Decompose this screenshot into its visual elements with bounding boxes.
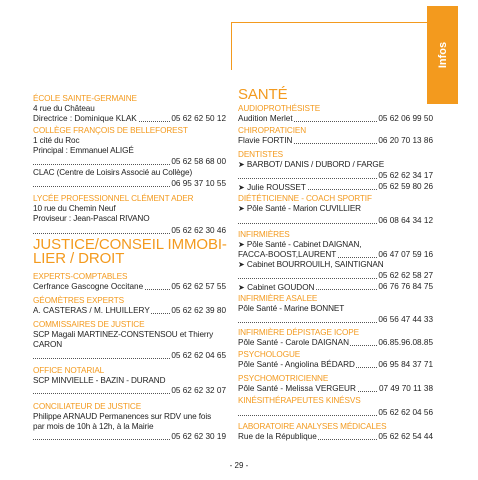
infirmieres-line1: ➤ Pôle Santé - Cabinet DAIGNAN, [238,240,362,249]
section-heading-kine: KINÉSITHÉRAPEUTES KINÉSVS [238,396,361,405]
page-number: - 29 - [229,461,249,470]
section-heading-icope: INFIRMIÈRE DÉPISTAGE ICOPE [238,328,359,337]
lycee-phone-entry: 05 62 62 30 46 [33,226,226,236]
infirmieres-line3: ➤ Cabinet BOURROUILH, SAINTIGNAN [238,260,384,269]
dentistes-line1: ➤ BARBOT/ DANIS / DUBORD / FARGE [238,160,385,169]
section-heading-geometres: GÉOMÈTRES EXPERTS [33,296,124,305]
section-heading-notarial: OFFICE NOTARIAL [33,366,105,375]
section-heading-lycee: LYCÉE PROFESSIONNEL CLÉMENT ADER [33,194,194,203]
audio-entry: Audition Merlet 05 62 06 99 50 [238,114,433,123]
section-heading-dentistes: DENTISTES [238,150,284,159]
chiro-entry: Flavie FORTIN 06 20 70 13 86 [238,136,433,145]
dentistes-rousset-entry: ➤ Julie ROUSSET 05 62 59 80 26 [238,182,433,192]
section-heading-labo: LABORATOIRE ANALYSES MÉDICALES [238,422,387,431]
section-heading-college: COLLÈGE FRANÇOIS DE BELLEFOREST [33,126,188,135]
infirmieres-phone3-entry: 05 62 62 58 27 [238,271,433,281]
clac-label: CLAC (Centre de Loisirs Associé au Collège) [33,168,193,177]
college-principal: Principal : Emmanuel ALIGÉ [33,146,134,155]
ecole-director-entry: Directrice : Dominique KLAK 05 62 62 50 12 [33,114,226,123]
infirmieres-facca-entry: FACCA-BOOST,LAURENT 06 47 07 59 16 [238,250,433,259]
ecole-address: 4 rue du Château [33,104,95,113]
notarial-phone-entry: 05 62 62 32 07 [33,386,226,396]
labo-entry: Rue de la République 05 62 62 54 44 [238,432,433,441]
infos-tab [427,6,458,104]
justice-title-line2: LIER / DROIT [33,250,125,267]
section-heading-psychologue: PSYCHOLOGUE [238,350,301,359]
dieteticienne-phone-entry: 06 08 64 34 12 [238,216,433,226]
geometres-entry: A. CASTERAS / M. LHUILLERY 05 62 62 39 80 [33,306,226,315]
psychomotricienne-entry: Pôle Santé - Melissa VERGEUR 07 49 70 11 38 [238,384,433,393]
section-heading-psychomotricienne: PSYCHOMOTRICIENNE [238,374,329,383]
lycee-proviseur: Proviseur : Jean-Pascal RIVANO [33,214,150,223]
commissaires-line1: SCP Magali MARTINEZ-CONSTENSOU et Thierry [33,330,214,339]
section-heading-experts: EXPERTS-COMPTABLES [33,272,128,281]
section-heading-conciliateur: CONCILIATEUR DE JUSTICE [33,402,142,411]
section-heading-chiro: CHIROPRATICIEN [238,126,307,135]
experts-entry: Cerfrance Gascogne Occitane 05 62 62 57 55 [33,282,226,291]
clac-phone-entry: 06 95 37 10 55 [33,179,226,189]
dieteticienne-line: ➤ Pôle Santé - Marion CUVILLIER [238,204,361,213]
frame-top-rule [231,22,427,23]
section-heading-infirmieres: INFIRMIÈRES [238,230,290,239]
conciliateur-line2: par mois de 10h à 12h, à la Mairie [33,422,154,431]
college-address: 1 cité du Roc [33,136,80,145]
dentistes-phone1-entry: 05 62 62 34 17 [238,171,433,181]
infirmieres-goudon-entry: ➤ Cabinet GOUDON 06 76 76 84 75 [238,282,433,292]
infos-tab-label: Infos [436,41,449,69]
lycee-address: 10 rue du Chemin Neuf [33,204,116,213]
college-phone-entry: 05 62 58 68 00 [33,157,226,167]
kine-phone-entry: 05 62 62 04 56 [238,408,433,418]
section-heading-audio: AUDIOPROTHÉSISTE [238,104,321,113]
section-heading-asalee: INFIRMIÈRE ASALEE [238,294,318,303]
section-heading-ecole: ÉCOLE SAINTE-GERMAINE [33,94,137,103]
psychologue-entry: Pôle Santé - Angiolina BÉDARD 06 95 84 37 71 [238,360,433,369]
justice-title-line1: JUSTICE/CONSEIL IMMOBI- [33,236,227,253]
frame-left-rule [231,22,232,70]
commissaires-line2: CARON [33,340,63,349]
asalee-line: Pôle Santé - Marine BONNET [238,304,345,313]
section-heading-commissaires: COMMISSAIRES DE JUSTICE [33,320,145,329]
section-heading-dieteticienne: DIÉTÉTICIENNE - COACH SPORTIF [238,194,372,203]
sante-title: SANTÉ [238,86,288,103]
conciliateur-phone-entry: 05 62 62 30 19 [33,432,226,442]
icope-entry: Pôle Santé - Carole DAIGNAN 06.85.96.08.85 [238,338,433,347]
conciliateur-line1: Philippe ARNAUD Permanences sur RDV une fois [33,412,212,421]
notarial-label: SCP MINVIELLE - BAZIN - DURAND [33,376,166,385]
commissaires-phone-entry: 05 62 62 04 65 [33,351,226,361]
asalee-phone-entry: 06 56 47 44 33 [238,315,433,325]
